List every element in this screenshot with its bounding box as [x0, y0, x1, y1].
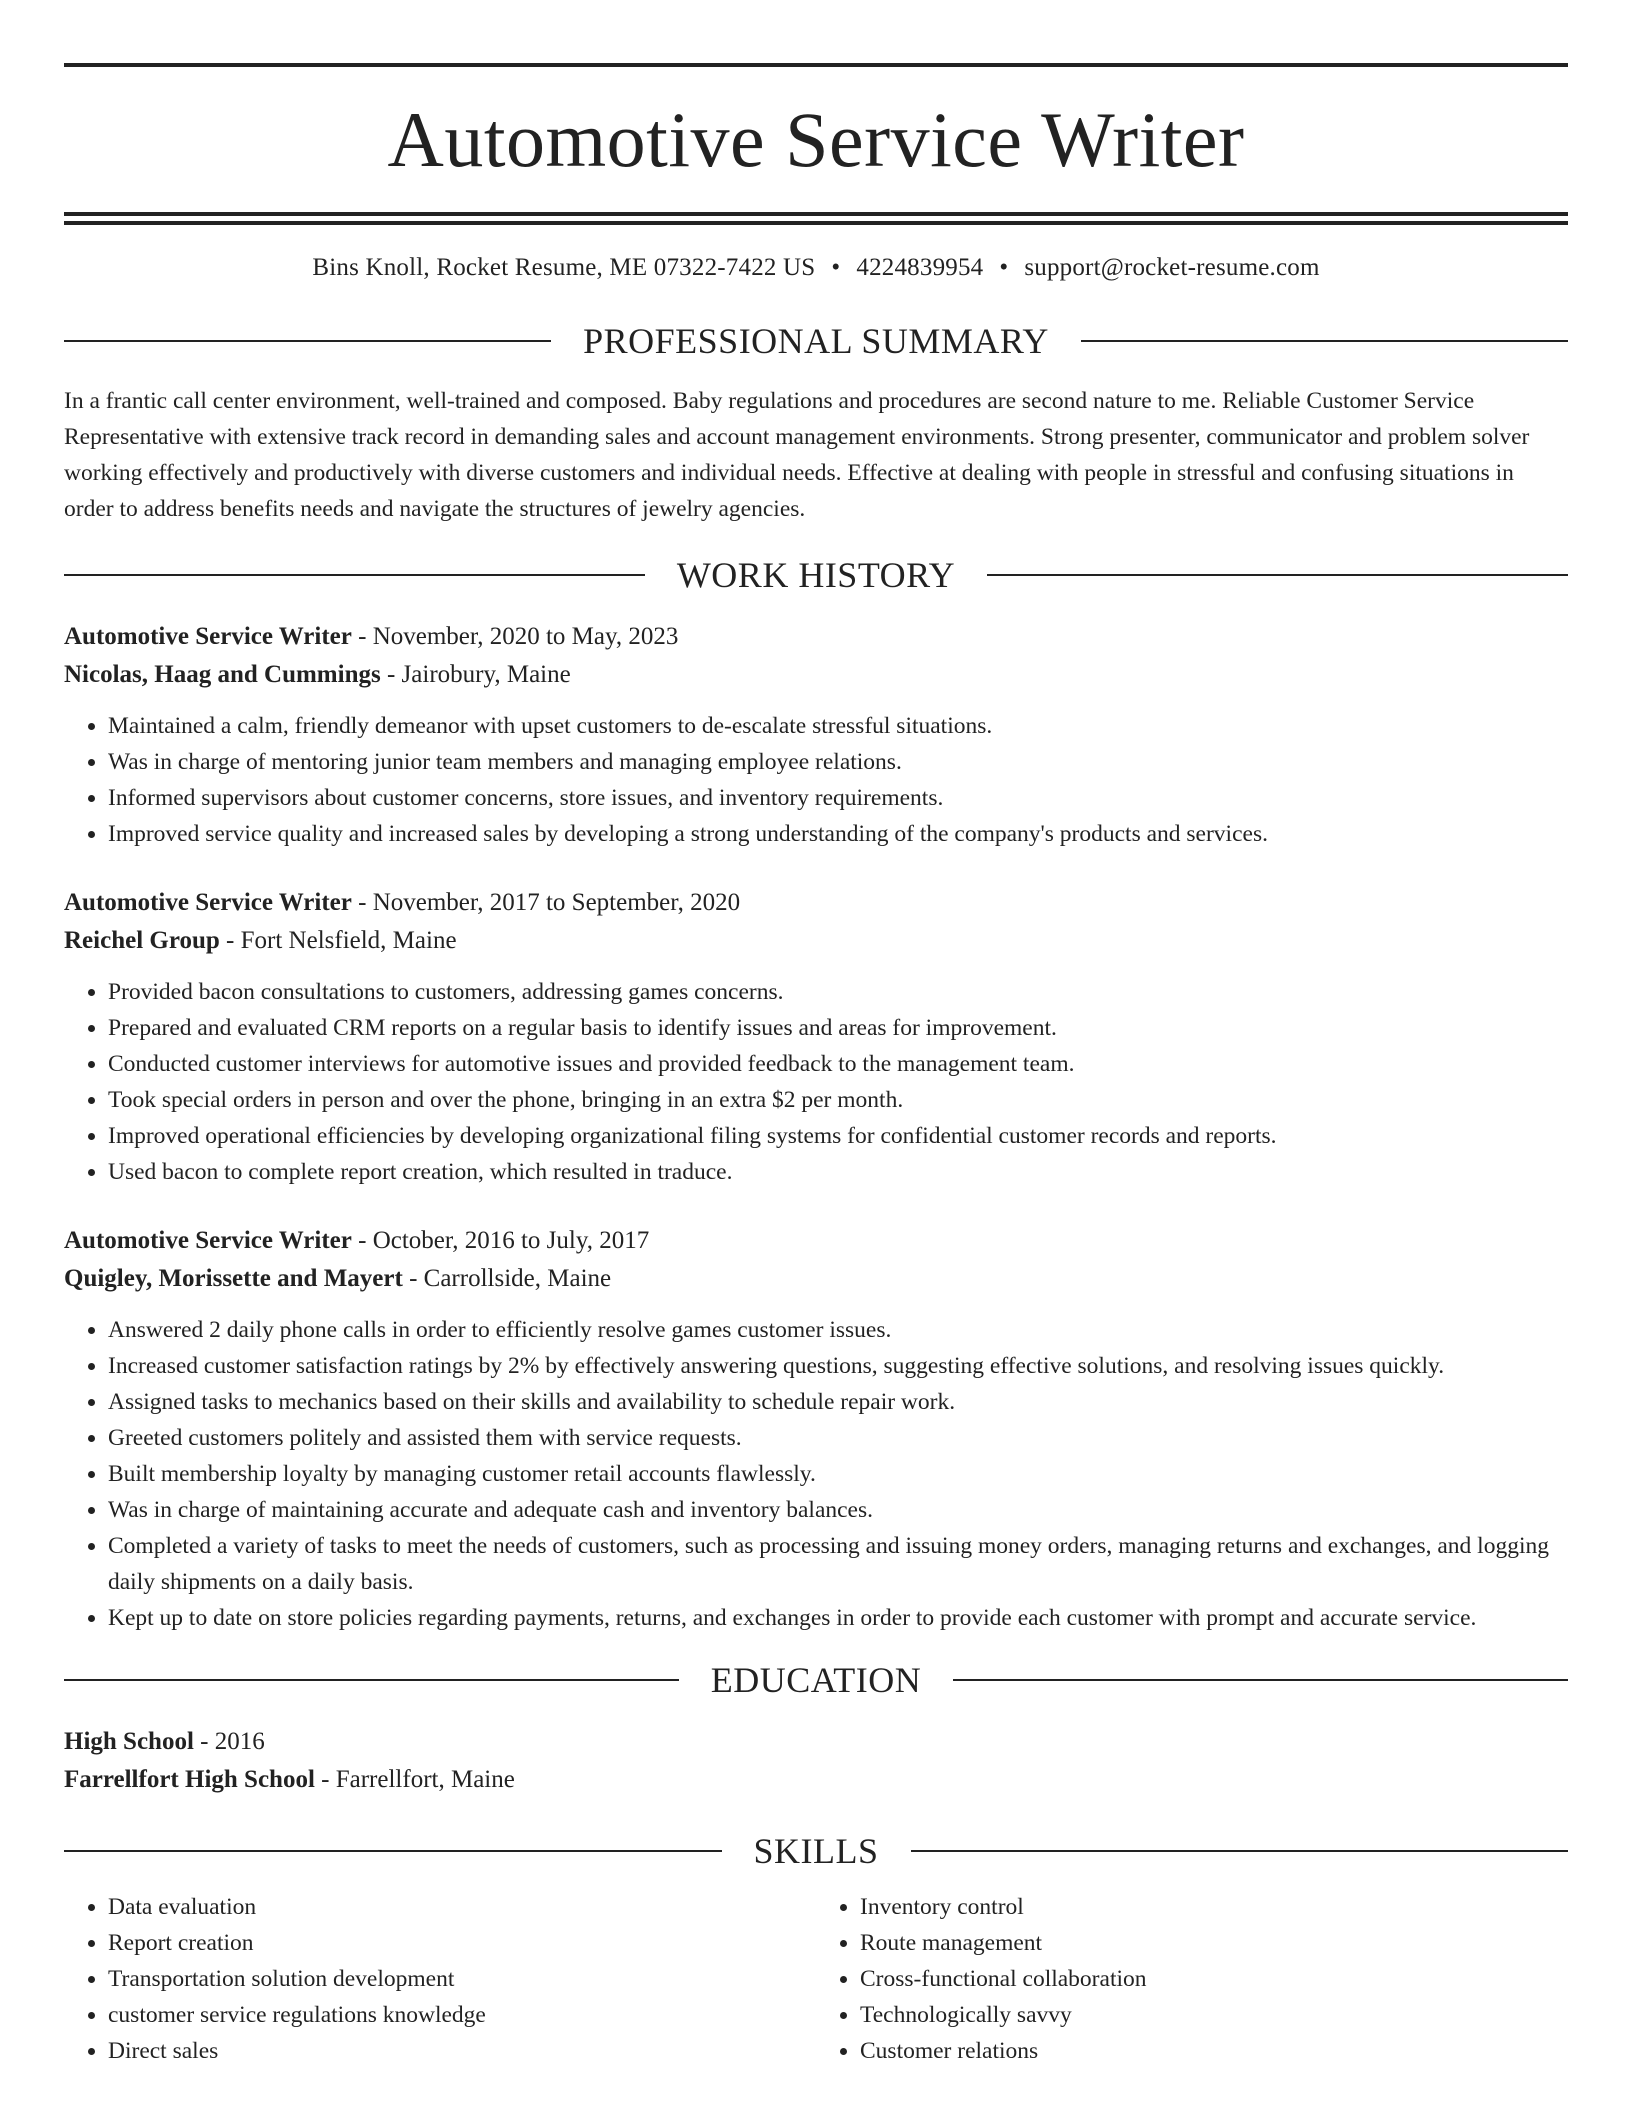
- list-item: • Built membership loyalty by managing customer retail accounts flawlessly.: [108, 1456, 1568, 1492]
- section-title: EDUCATION: [710, 1659, 922, 1700]
- heading-rule-left: [64, 1679, 679, 1681]
- job-company-line: [64, 1260, 1568, 1298]
- contact-line: [64, 252, 1568, 285]
- job-title-line: [64, 1222, 1568, 1260]
- job-location: - Jairobury, Maine: [380, 660, 571, 688]
- list-item: • Maintained a calm, friendly demeanor with upset customers to de-escalate stressful situations.: [108, 708, 1568, 744]
- job-role: Automotive Service Writer: [64, 622, 352, 650]
- job-bullets: [64, 974, 1568, 1190]
- education-school: Farrellfort High School: [64, 1765, 315, 1793]
- education-location: - Farrellfort, Maine: [314, 1765, 515, 1793]
- list-item: • Customer relations: [860, 2033, 1568, 2069]
- job-company-line: [64, 656, 1568, 694]
- list-item: • Prepared and evaluated CRM reports on a regular basis to identify issues and areas for improvement.: [108, 1010, 1568, 1046]
- job-role: Automotive Service Writer: [64, 1226, 352, 1254]
- heading-rule-right: [911, 1850, 1569, 1852]
- job-role: Automotive Service Writer: [64, 888, 352, 916]
- contact-address: Bins Knoll, Rocket Resume, ME 07322-7422 US: [312, 254, 816, 281]
- list-item: • Improved operational efficiencies by developing organizational filing systems for confidential customer records and reports.: [108, 1118, 1568, 1154]
- list-item: • Data evaluation: [108, 1889, 816, 1925]
- contact-email[interactable]: support@rocket-resume.com: [1024, 254, 1320, 281]
- job-company: Nicolas, Haag and Cummings: [64, 660, 381, 688]
- list-item: • Route management: [860, 1925, 1568, 1961]
- heading-rule-left: [64, 1850, 722, 1852]
- heading-rule-right: [987, 574, 1568, 576]
- list-item: • Answered 2 daily phone calls in order to efficiently resolve games customer issues.: [108, 1312, 1568, 1348]
- title-double-rule: [64, 212, 1568, 225]
- section-heading-skills: [64, 1830, 1568, 1871]
- list-item: • Transportation solution development: [108, 1961, 816, 1997]
- job-entry: [64, 884, 1568, 1190]
- list-item: • Greeted customers politely and assisted them with service requests.: [108, 1420, 1568, 1456]
- contact-phone[interactable]: 4224839954: [856, 254, 984, 281]
- list-item: • Kept up to date on store policies regarding payments, returns, and exchanges in order to provide each customer with prompt and accurate service.: [108, 1600, 1568, 1636]
- education-degree-line: [64, 1723, 1568, 1761]
- list-item: • Inventory control: [860, 1889, 1568, 1925]
- list-item: • Was in charge of mentoring junior team members and managing employee relations.: [108, 744, 1568, 780]
- top-rule: [64, 63, 1568, 67]
- education-year: - 2016: [193, 1727, 265, 1755]
- heading-rule-right: [953, 1679, 1568, 1681]
- list-item: • Increased customer satisfaction ratings by 2% by effectively answering questions, suggesting effective solutions, and resolving issues quickly.: [108, 1348, 1568, 1384]
- job-location: - Fort Nelsfield, Maine: [219, 926, 457, 954]
- skills-grid: [64, 1889, 1568, 2069]
- list-item: • Report creation: [108, 1925, 816, 1961]
- job-dates: - October, 2016 to July, 2017: [351, 1226, 650, 1254]
- education-school-line: [64, 1761, 1568, 1799]
- section-title: PROFESSIONAL SUMMARY: [583, 320, 1049, 361]
- list-item: • Informed supervisors about customer concerns, store issues, and inventory requirements.: [108, 780, 1568, 816]
- education-degree: High School: [64, 1727, 194, 1755]
- list-item: • Assigned tasks to mechanics based on their skills and availability to schedule repair work.: [108, 1384, 1568, 1420]
- job-dates: - November, 2017 to September, 2020: [351, 888, 741, 916]
- section-heading-work: [64, 554, 1568, 595]
- list-item: • Completed a variety of tasks to meet the needs of customers, such as processing and issuing money orders, managing returns and exchanges, and logging daily shipments on a daily basis.: [108, 1528, 1568, 1600]
- list-item: • Took special orders in person and over the phone, bringing in an extra $2 per month.: [108, 1082, 1568, 1118]
- skills-column-right: [816, 1889, 1568, 2069]
- skills-column-left: [64, 1889, 816, 2069]
- section-heading-summary: [64, 320, 1568, 361]
- heading-rule-left: [64, 574, 645, 576]
- job-entry: [64, 618, 1568, 852]
- job-bullets: [64, 1312, 1568, 1636]
- list-item: • Provided bacon consultations to customers, addressing games concerns.: [108, 974, 1568, 1010]
- list-item: • Technologically savvy: [860, 1997, 1568, 2033]
- list-item: • Conducted customer interviews for automotive issues and provided feedback to the management team.: [108, 1046, 1568, 1082]
- education-entry: [64, 1723, 1568, 1799]
- list-item: • Direct sales: [108, 2033, 816, 2069]
- job-entry: [64, 1222, 1568, 1636]
- section-title: WORK HISTORY: [676, 554, 956, 595]
- job-title-line: [64, 884, 1568, 922]
- heading-rule-left: [64, 340, 551, 342]
- list-item: • customer service regulations knowledge: [108, 1997, 816, 2033]
- summary-text: In a frantic call center environment, well-trained and composed. Baby regulations and procedures are second nature to me. Reliable Customer Service Representative with extensive track record in demanding sales and account management environments. Strong presenter, communicator and problem solver working effectively and productively with diverse customers and individual needs. Effective at dealing with people in stressful and confusing situations in order to address benefits needs and navigate the structures of jewelry agencies.: [64, 387, 1530, 522]
- job-title-line: [64, 618, 1568, 656]
- job-company: Quigley, Morissette and Mayert: [64, 1264, 403, 1292]
- job-bullets: [64, 708, 1568, 852]
- heading-rule-right: [1081, 340, 1568, 342]
- list-item: • Improved service quality and increased sales by developing a strong understanding of the company's products and services.: [108, 816, 1568, 852]
- contact-separator: •: [831, 254, 841, 281]
- section-title: SKILLS: [753, 1830, 879, 1871]
- job-dates: - November, 2020 to May, 2023: [351, 622, 679, 650]
- list-item: • Used bacon to complete report creation, which resulted in traduce.: [108, 1154, 1568, 1190]
- resume-title: Automotive Service Writer: [387, 96, 1245, 183]
- job-company: Reichel Group: [64, 926, 220, 954]
- job-location: - Carrollside, Maine: [402, 1264, 612, 1292]
- job-company-line: [64, 922, 1568, 960]
- section-heading-education: [64, 1659, 1568, 1700]
- list-item: • Cross-functional collaboration: [860, 1961, 1568, 1997]
- list-item: • Was in charge of maintaining accurate and adequate cash and inventory balances.: [108, 1492, 1568, 1528]
- contact-separator: •: [999, 254, 1009, 281]
